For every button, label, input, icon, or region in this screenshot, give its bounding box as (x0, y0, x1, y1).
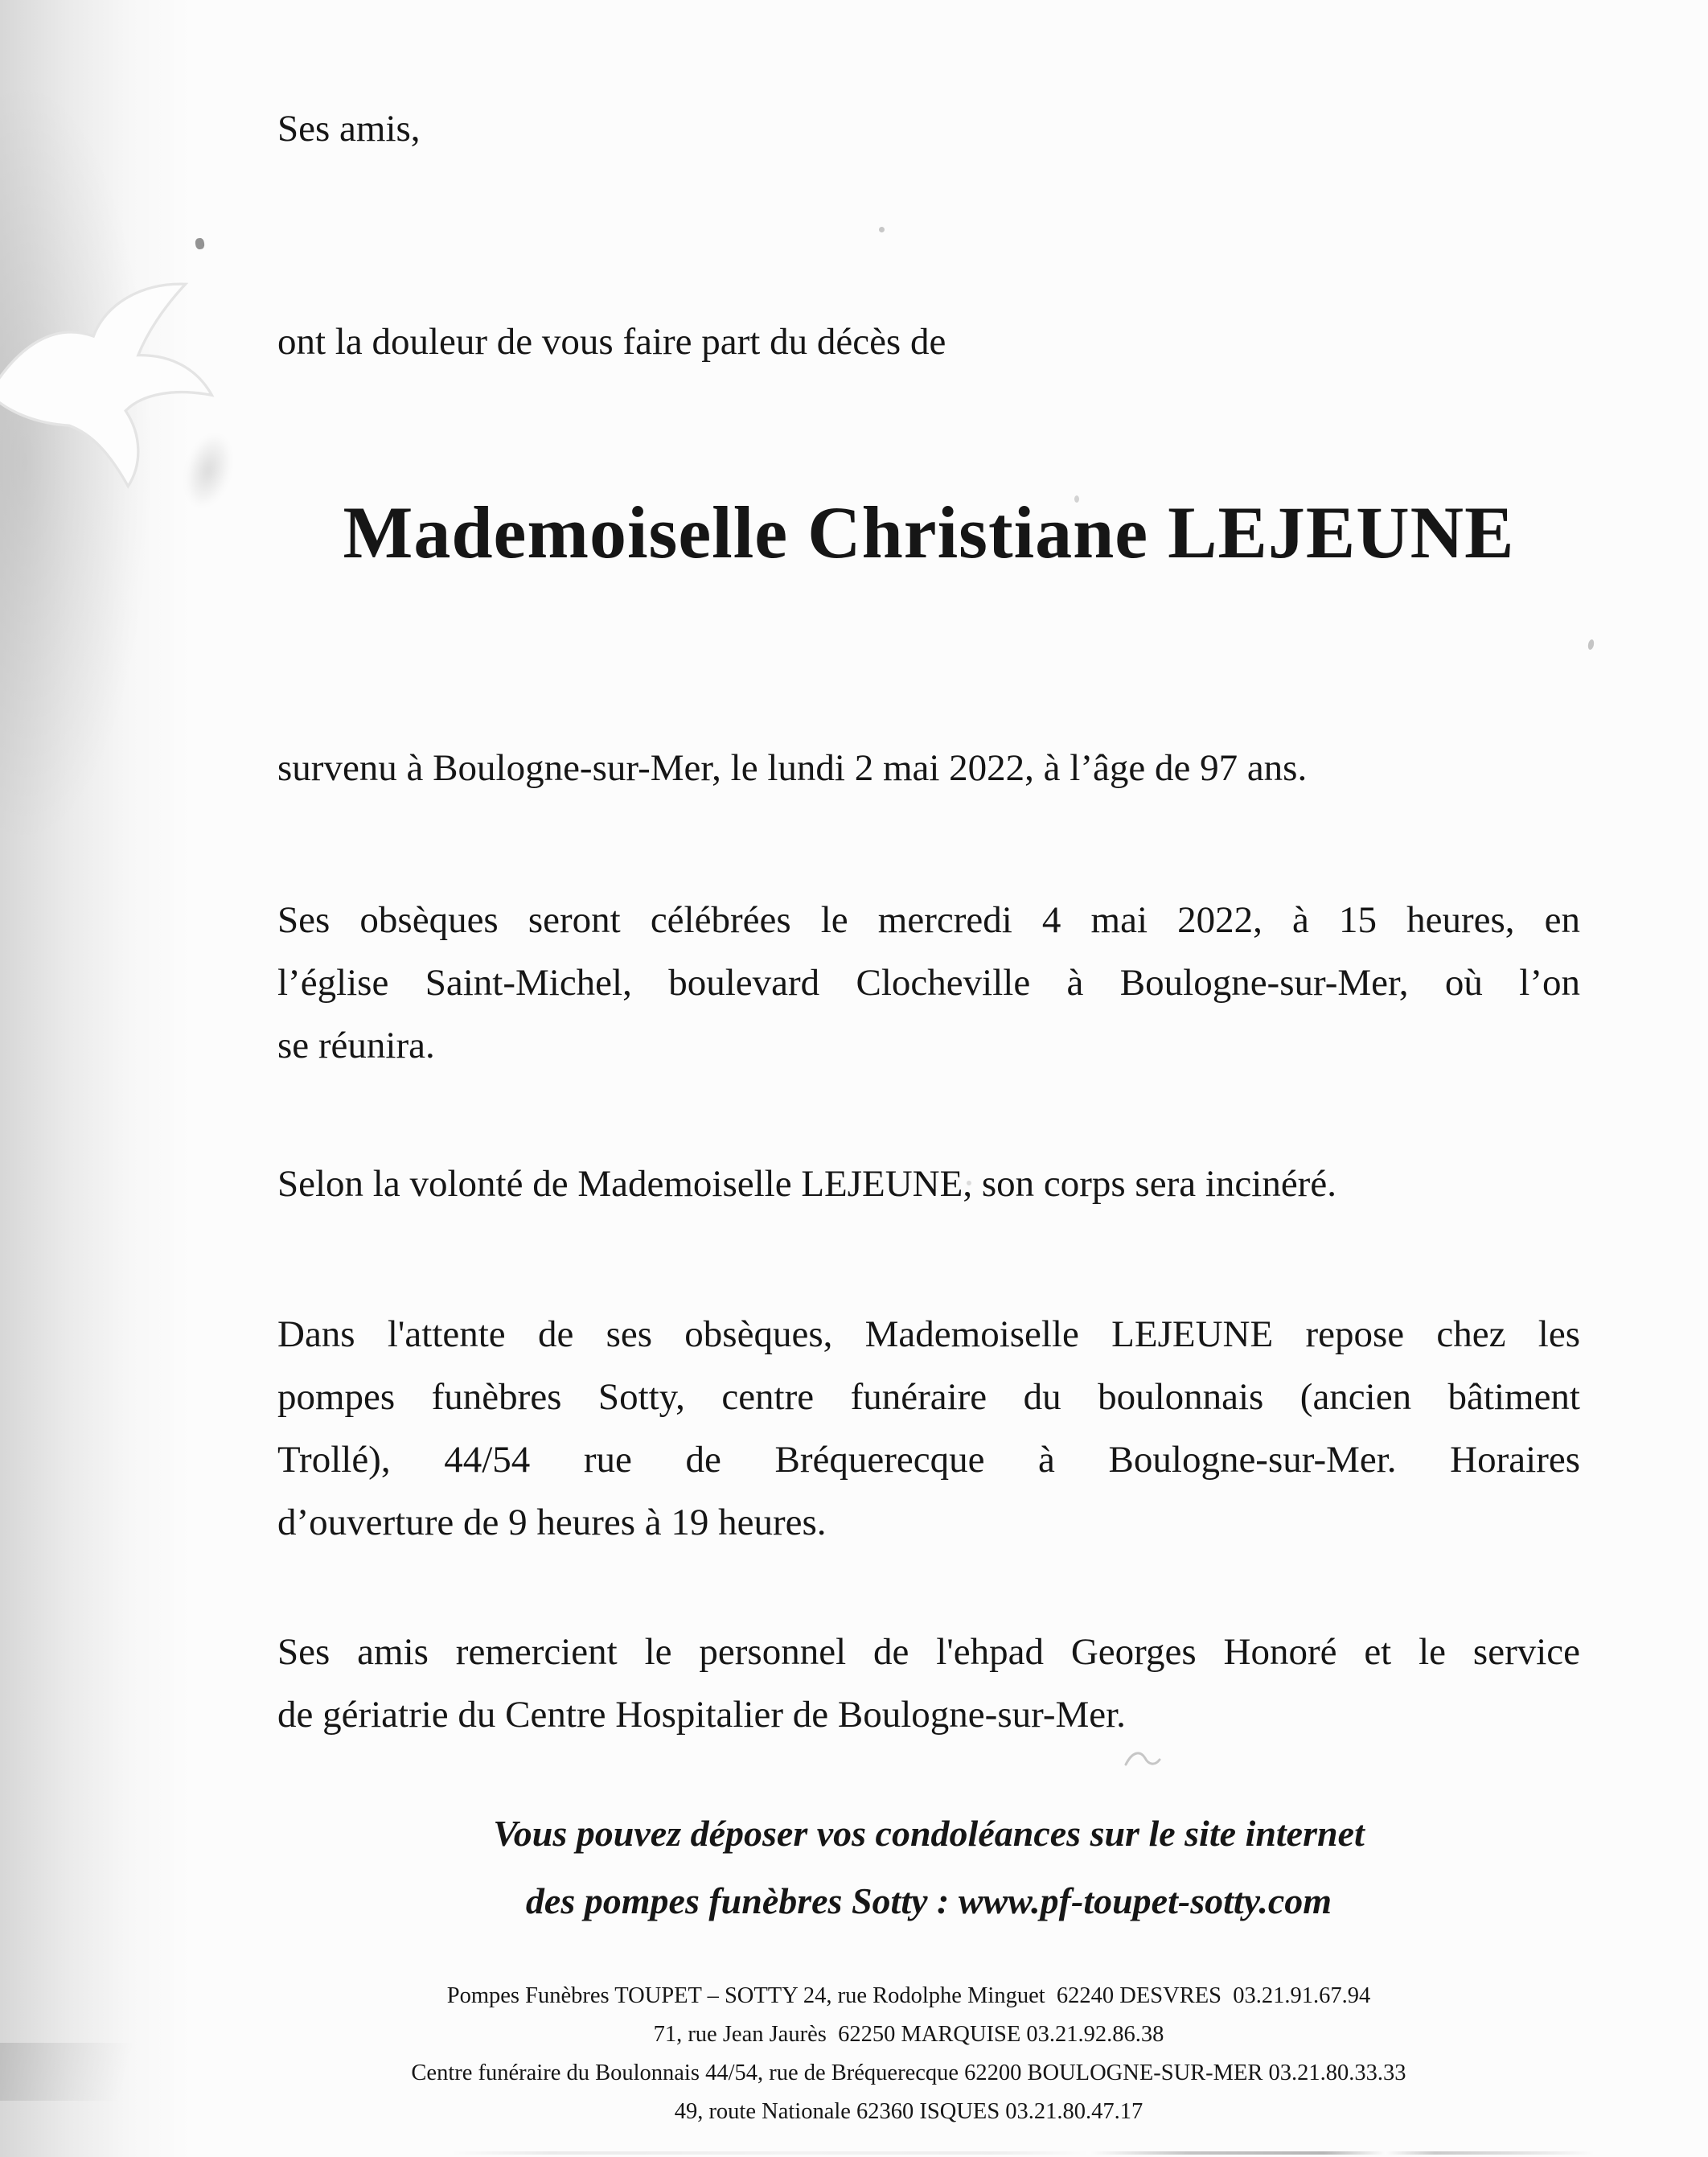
condolences-notice (277, 1800, 1580, 1935)
scan-corner-smudge (0, 2043, 173, 2101)
scan-squiggle (1124, 1747, 1161, 1771)
scan-speck (879, 227, 885, 232)
footer-address-line: 49, route Nationale 62360 ISQUES 03.21.80.47.17 (674, 2099, 1143, 2124)
death-details-text: survenu à Boulogne-sur-Mer, le lundi 2 mai 2022, à l’âge de 97 ans. (277, 747, 1308, 789)
footer-address-line: 71, rue Jean Jaurès 62250 MARQUISE 03.21.92.86.38 (653, 2022, 1164, 2047)
cremation-text: Selon la volonté de Mademoiselle LEJEUNE, son corps sera incinéré. (277, 1163, 1336, 1205)
repose-paragraph (277, 1303, 1580, 1554)
repose-line: Trollé), 44/54 rue de Bréquerecque à Boulogne-sur-Mer. Horaires (277, 1439, 1580, 1481)
repose-line: pompes funèbres Sotty, centre funéraire du boulonnais (ancien bâtiment (277, 1376, 1580, 1418)
repose-line: d’ouverture de 9 heures à 19 heures. (277, 1502, 827, 1543)
scan-bottom-artifact (450, 2151, 1681, 2155)
funeral-line: l’église Saint-Michel, boulevard Clocheville à Boulogne-sur-Mer, où l’on (277, 962, 1580, 1004)
funeral-home-footer (241, 1977, 1576, 2131)
condolences-line: Vous pouvez déposer vos condoléances sur le site internet (493, 1813, 1365, 1854)
salutation-text: Ses amis, (277, 108, 421, 150)
thanks-line: de gériatrie du Centre Hospitalier de Boulogne-sur-Mer. (277, 1694, 1126, 1736)
announcement-text: ont la douleur de vous faire part du décès de (277, 321, 946, 363)
repose-line: Dans l'attente de ses obsèques, Mademoiselle LEJEUNE repose chez les (277, 1313, 1580, 1355)
scan-speck (195, 237, 205, 249)
funeral-line: Ses obsèques seront célébrées le mercredi 4 mai 2022, à 15 heures, en (277, 899, 1580, 941)
funeral-paragraph (277, 889, 1580, 1077)
scan-speck (1587, 639, 1595, 650)
funeral-line: se réunira. (277, 1025, 435, 1066)
thanks-line: Ses amis remercient le personnel de l'ehpad Georges Honoré et le service (277, 1631, 1580, 1673)
condolences-line: des pompes funèbres Sotty : www.pf-toupet-sotty.com (525, 1880, 1332, 1921)
footer-address-line: Pompes Funèbres TOUPET – SOTTY 24, rue Rodolphe Minguet 62240 DESVRES 03.21.91.67.94 (446, 1983, 1371, 2008)
deceased-name-title: Mademoiselle Christiane LEJEUNE (343, 491, 1515, 573)
footer-address-line: Centre funéraire du Boulonnais 44/54, rue de Bréquerecque 62200 BOULOGNE-SUR-MER 03.21.80.33.33 (411, 2060, 1406, 2085)
thanks-paragraph (277, 1621, 1580, 1746)
